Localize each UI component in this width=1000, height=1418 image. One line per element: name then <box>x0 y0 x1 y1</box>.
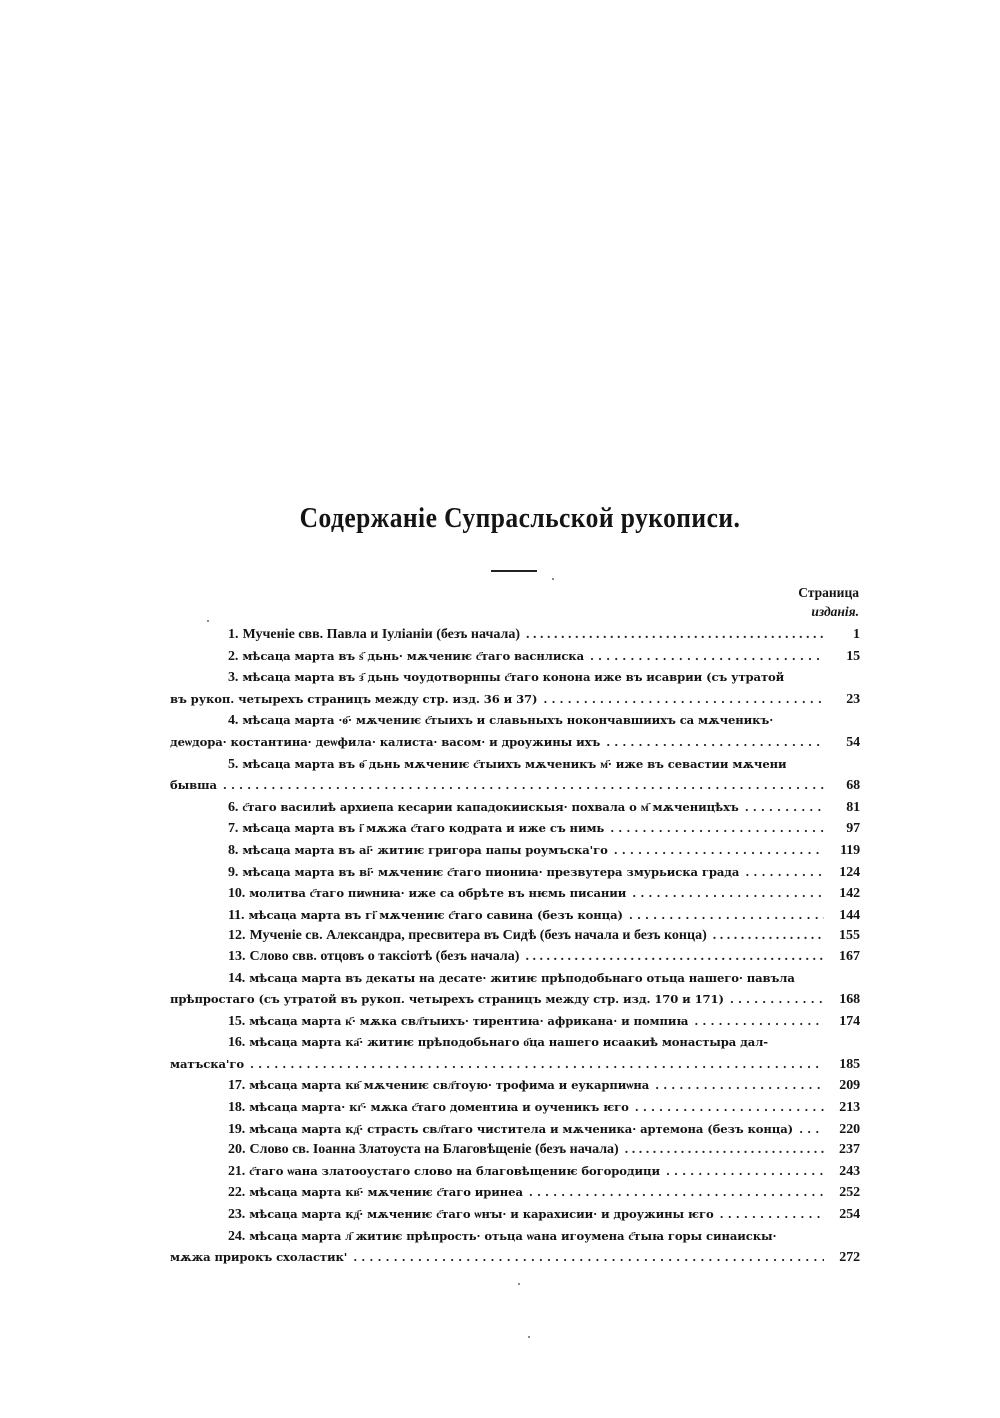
toc-entry-page: 81 <box>846 799 860 815</box>
toc-entry-title-continued: матъска'го <box>170 1056 244 1071</box>
toc-entry-title: с҃таго василиѣ архиепа кесарии кападокиискыя· похвала о м҃ мѫченицѣхъ <box>242 799 739 814</box>
toc-entry-number: 23. <box>228 1207 246 1223</box>
dot-leader <box>526 625 824 646</box>
dot-leader <box>720 1204 824 1225</box>
dot-leader <box>529 1182 824 1203</box>
toc-entry-title: мѣсаца марта въ гі҃ мѫчениѥ с҃таго савина (безъ конца) <box>248 907 623 922</box>
dot-leader <box>713 926 824 947</box>
toc-entry-title: мѣсаца марта кд҃· мѫчениѥ с҃таго ѡнꙑ· и карахисии· и дроужины ѥго <box>249 1207 714 1222</box>
dot-leader <box>250 1054 824 1075</box>
toc-entry-title-continued: деѡдора· костантина· деѡфила· калиста· васом· и дроужины ихъ <box>170 734 601 749</box>
toc-entry-number: 21. <box>228 1163 246 1179</box>
dot-leader <box>606 732 824 753</box>
toc-entry-number: 19. <box>228 1121 246 1137</box>
page-column-header-line2: изданія. <box>811 604 859 619</box>
toc-entry-number: 5. <box>228 756 239 772</box>
toc-entry-number: 8. <box>228 842 239 858</box>
toc-entry-title-continued: въ рукоп. четырехъ страницъ между стр. изд. 36 и 37) <box>170 691 538 706</box>
toc-entry-page: 54 <box>846 734 860 750</box>
dot-leader <box>730 989 824 1010</box>
page-title: Содержаніе Супрасльской рукописи. <box>299 502 741 534</box>
dot-leader <box>525 947 824 968</box>
toc-entry <box>170 926 860 947</box>
toc-entry <box>170 947 860 968</box>
toc-entry <box>170 862 860 884</box>
toc-entry-page: 174 <box>839 1013 860 1029</box>
toc-entry <box>170 1032 860 1075</box>
toc-entry-title: мѣсаца марта кв҃· мѫчениѥ с҃таго иринеа <box>249 1185 523 1200</box>
toc-entry-title: молитва с҃таго пиѡниꙗ· иже са обрѣте въ нѥмь писании <box>249 886 627 901</box>
toc-entry-title: Мученіе св. Александра, пресвитера въ Сидѣ (безъ начала и безъ конца) <box>249 928 707 944</box>
toc-entry-page: 23 <box>846 691 860 707</box>
toc-entry-title-continued: прѣпростаго (съ утратой въ рукоп. четырехъ страницъ между стр. изд. 170 и 171) <box>170 992 724 1007</box>
toc-entry-title: мѣсаца марта кд҃· страсть свл҃таго чиститела и мѫченика· артемона (безъ конца) <box>249 1121 794 1136</box>
toc-entry-page: 272 <box>839 1250 860 1266</box>
print-speck <box>528 1336 530 1338</box>
dot-leader <box>655 1075 824 1096</box>
toc-entry-number: 4. <box>228 713 239 729</box>
toc-entry-number: 11. <box>228 907 245 923</box>
print-speck <box>207 620 209 622</box>
toc-entry-page: 209 <box>839 1078 860 1094</box>
toc-entry-page: 213 <box>839 1100 860 1116</box>
toc-entry <box>170 754 860 797</box>
toc-entry-number: 16. <box>228 1035 246 1051</box>
dot-leader <box>635 1097 824 1118</box>
toc-entry <box>170 1097 860 1119</box>
dot-leader <box>629 905 824 926</box>
dot-leader <box>745 797 824 818</box>
toc-entry <box>170 968 860 1011</box>
toc-entry <box>170 1204 860 1226</box>
toc-entry-title-continued: бывша <box>170 778 217 793</box>
toc-entry <box>170 883 860 905</box>
toc-entry-number: 9. <box>228 864 239 880</box>
toc-entry-page: 185 <box>839 1056 860 1072</box>
toc-entry-page: 124 <box>839 864 860 880</box>
toc-entry-number: 13. <box>228 948 246 964</box>
toc-entry-number: 10. <box>228 886 246 902</box>
dot-leader <box>223 775 824 796</box>
toc-entry <box>170 797 860 819</box>
toc-entry-number: 22. <box>228 1185 246 1201</box>
toc-entry-title: Мученіе свв. Павла и Іуліаніи (безъ начала) <box>242 627 520 642</box>
toc-entry <box>170 1075 860 1097</box>
toc-entry-title-continued: мѫжа прирокъ схоластик' <box>170 1250 348 1265</box>
toc-entry-number: 3. <box>228 670 239 686</box>
toc-entry-title: мѣсаца марта ·ѳ҃· мѫчениѥ с҃тыихъ и славьныхъ нокончавшиихъ са мѫченикъ· <box>242 713 774 728</box>
dot-leader <box>610 818 824 839</box>
toc-entry-number: 7. <box>228 821 239 837</box>
dot-leader <box>666 1161 824 1182</box>
toc-entry-page: 243 <box>839 1163 860 1179</box>
toc-entry-number: 24. <box>228 1228 246 1244</box>
toc-entry-title: мѣсаца марта въ декаты на десате· житиѥ прѣподобьнаго отьца нашего· павъла <box>249 970 795 985</box>
toc-entry <box>170 625 860 646</box>
toc-entry-number: 18. <box>228 1100 246 1116</box>
title-rule <box>491 570 537 572</box>
toc-entry <box>170 1140 860 1161</box>
table-of-contents <box>170 625 860 1269</box>
toc-entry-page: 1 <box>853 627 860 642</box>
dot-leader <box>353 1247 824 1268</box>
toc-entry-page: 252 <box>839 1185 860 1201</box>
print-speck <box>518 1283 520 1285</box>
dot-leader <box>543 689 824 710</box>
toc-entry-number: 2. <box>228 648 239 664</box>
toc-entry-title: мѣсаца марта к҃· мѫка свл҃тыихъ· тирентиꙗ· африкана· и помпиꙗ <box>249 1013 689 1028</box>
toc-entry-number: 17. <box>228 1078 246 1094</box>
toc-entry <box>170 1119 860 1141</box>
toc-entry-page: 237 <box>839 1142 860 1158</box>
toc-entry-page: 142 <box>839 886 860 902</box>
toc-entry-number: 15. <box>228 1013 246 1029</box>
toc-entry <box>170 1161 860 1183</box>
toc-entry-title: мѣсаца марта въ з҃ дьнь чоудотворнпы с҃таго конона иже въ исаврии (съ утратой <box>242 670 785 685</box>
dot-leader <box>632 883 824 904</box>
toc-entry-title: Слово св. Іоанна Златоуста на Благовѣщеніе (безъ начала) <box>249 1142 619 1158</box>
toc-entry-number: 12. <box>228 928 246 944</box>
toc-entry-title: мѣсаца марта въ ѕ҃ дьнь· мѫчениѥ с҃таго васнлиска <box>242 648 584 663</box>
toc-entry <box>170 840 860 862</box>
toc-entry-title: мѣсаца марта л҃ житиѥ прѣпрость· отьца ѡана игоумена с҃тыꙗ горы синаискы· <box>249 1228 777 1243</box>
toc-entry-number: 14. <box>228 970 246 986</box>
toc-entry-title: мѣсаца марта ка҃· житиѥ прѣподобьнаго о҃ца нашего исаакиѣ монастыра дал- <box>249 1035 768 1050</box>
toc-entry <box>170 905 860 927</box>
page-column-header <box>798 583 859 621</box>
toc-entry-page: 97 <box>846 821 860 837</box>
toc-entry <box>170 1226 860 1269</box>
toc-entry-page: 144 <box>839 907 860 923</box>
print-speck <box>552 578 554 580</box>
dot-leader <box>590 646 824 667</box>
toc-entry-title: мѣсаца марта въ ѳ҃ дьнь мѫчениѥ с҃тыихъ мѫченикъ м҃· иже въ севастии мѫчени <box>242 756 787 771</box>
dot-leader <box>694 1011 824 1032</box>
toc-entry-page: 155 <box>839 928 860 944</box>
toc-entry-title: мѣсаца марта въ аі҃· житиѥ григора папы роумъска'го <box>242 842 608 857</box>
dot-leader <box>799 1119 824 1140</box>
toc-entry <box>170 1011 860 1033</box>
toc-entry-page: 15 <box>846 648 860 664</box>
toc-entry <box>170 818 860 840</box>
dot-leader <box>745 862 824 883</box>
toc-entry-title: мѣсаца марта въ ві҃· мѫчениѥ с҃таго пиониꙗ· презвутера змурьиска града <box>242 864 740 879</box>
dot-leader <box>614 840 824 861</box>
toc-entry-title: с҃таго ѡана златооустаго слово на благовѣщениѥ богородици <box>249 1163 660 1178</box>
toc-entry <box>170 710 860 753</box>
dot-leader <box>625 1140 824 1161</box>
toc-entry-page: 119 <box>840 842 860 858</box>
toc-entry-page: 254 <box>839 1207 860 1223</box>
toc-entry-number: 6. <box>228 799 239 815</box>
toc-entry-page: 168 <box>839 992 860 1008</box>
toc-entry-title: мѣсаца марта въ і҃ мѫжа с҃таго кодрата и иже съ нимь <box>242 821 605 836</box>
toc-entry-title: мѣсаца марта· кг҃· мѫка с҃таго доментиꙗ и оученикъ ѥго <box>249 1100 629 1115</box>
toc-entry-page: 68 <box>846 778 860 794</box>
page-column-header-line1: Страница <box>798 585 859 600</box>
toc-entry <box>170 646 860 668</box>
toc-entry-number: 1. <box>228 627 239 642</box>
toc-entry <box>170 1182 860 1204</box>
toc-entry <box>170 667 860 710</box>
toc-entry-title: Слово свв. отцовъ о таксіотѣ (безъ начала) <box>249 948 520 964</box>
toc-entry-title: мѣсаца марта кв҃ мѫчениѥ свл҃тоую· трофима и еукарпиѡна <box>249 1078 650 1093</box>
toc-entry-page: 167 <box>839 948 860 964</box>
toc-entry-number: 20. <box>228 1142 246 1158</box>
toc-entry-page: 220 <box>839 1121 860 1137</box>
